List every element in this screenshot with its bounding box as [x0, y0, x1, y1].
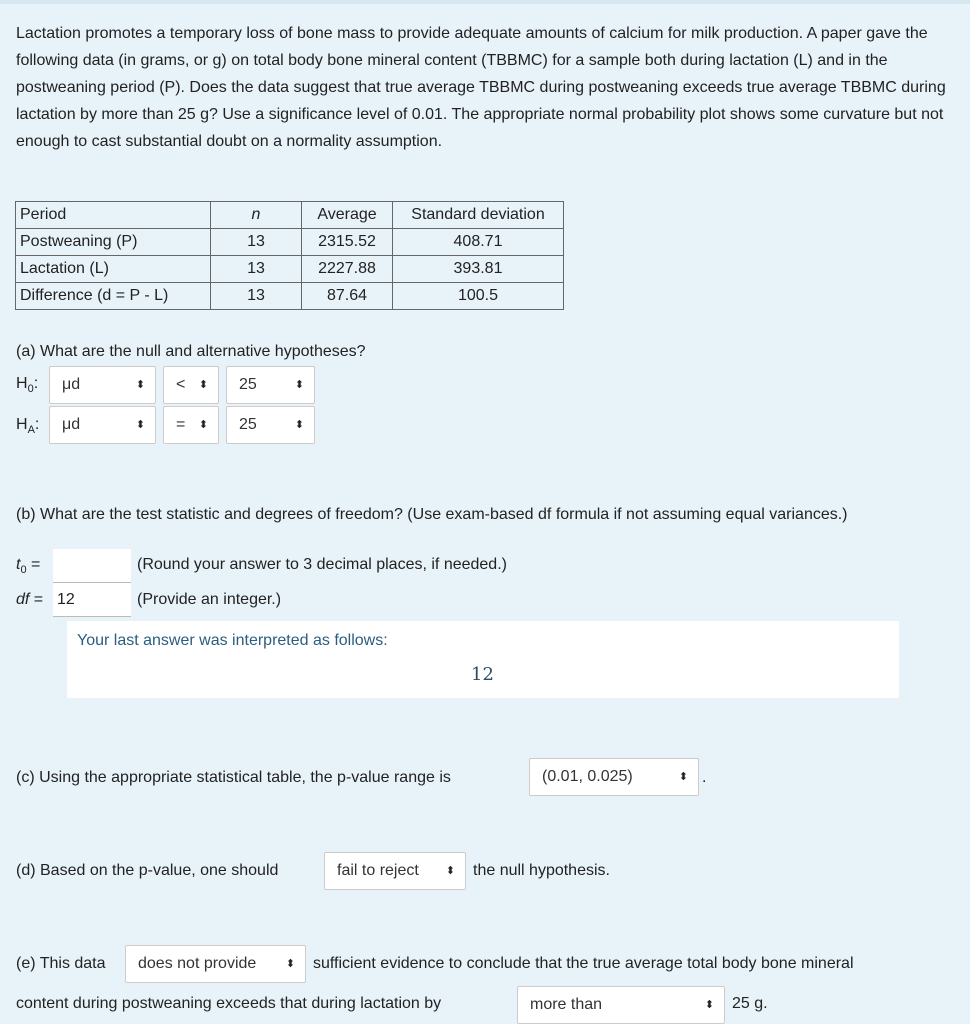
t0-input[interactable]: [53, 549, 131, 583]
ha-parameter-value: μd: [62, 416, 81, 433]
problem-statement: Lactation promotes a temporary loss of bone mass to provide adequate amounts of calcium for milk production. A paper gave the following data (in grams, or g) on total body bone mineral content (TBBMC) for a sample both during lactation (L) and in the postweaning period (P). Does the data suggest that true average TBBMC during postweaning exceeds true average TBBMC during lactation by more than 25 g? Use a significance level of 0.01. The appropriate normal probability plot shows some curvature but not enough to cast substantial doubt on a normality assumption.: [16, 25, 946, 150]
part-d-suffix: the null hypothesis.: [473, 862, 610, 879]
evidence-value: does not provide: [138, 955, 257, 972]
table-cell: 100.5: [393, 283, 564, 310]
select-arrows-icon: ⬍: [198, 378, 208, 391]
decision-select[interactable]: [324, 852, 466, 890]
comparison-select[interactable]: [517, 986, 725, 1024]
ha-value-select[interactable]: [226, 406, 315, 444]
part-e-line2: content during postweaning exceeds that during lactation by: [16, 995, 442, 1012]
table-cell: 2227.88: [302, 256, 393, 283]
df-label: df =: [16, 591, 44, 608]
table-header-row: [16, 202, 564, 229]
ha-value: 25: [239, 416, 257, 433]
table-header: Standard deviation: [393, 202, 564, 229]
answer-feedback-box: [67, 621, 899, 698]
table-cell: 13: [211, 283, 302, 310]
h0-parameter-select[interactable]: [49, 366, 156, 404]
t0-hint: (Round your answer to 3 decimal places, if needed.): [137, 556, 507, 573]
part-e-prefix: (e) This data: [16, 955, 106, 972]
select-arrows-icon: ⬍: [135, 418, 145, 431]
part-e-suffix: 25 g.: [732, 995, 768, 1012]
feedback-value: 12: [471, 664, 494, 685]
ha-operator-select[interactable]: [163, 406, 219, 444]
p-value-range-select[interactable]: [529, 758, 699, 796]
table-cell: Lactation (L): [16, 256, 211, 283]
table-row: [16, 229, 564, 256]
select-arrows-icon: ⬍: [678, 770, 688, 783]
part-a-question: (a) What are the null and alternative hypotheses?: [16, 343, 366, 360]
table-cell: 2315.52: [302, 229, 393, 256]
select-arrows-icon: ⬍: [704, 998, 714, 1011]
table-cell: Difference (d = P - L): [16, 283, 211, 310]
select-arrows-icon: ⬍: [294, 418, 304, 431]
select-arrows-icon: ⬍: [445, 864, 455, 877]
select-arrows-icon: ⬍: [198, 418, 208, 431]
h0-parameter-value: μd: [62, 376, 81, 393]
part-e-middle: sufficient evidence to conclude that the true average total body bone mineral: [313, 955, 854, 972]
h0-operator-value: <: [176, 376, 186, 393]
t0-label: $t_0$ =: [16, 556, 41, 577]
table-cell: 408.71: [393, 229, 564, 256]
table-header: Average: [302, 202, 393, 229]
table-row: [16, 256, 564, 283]
h0-value: 25: [239, 376, 257, 393]
table-cell: Postweaning (P): [16, 229, 211, 256]
feedback-label: Your last answer was interpreted as follows:: [77, 632, 388, 649]
top-divider: [0, 0, 970, 4]
ha-label: $H_A$:: [16, 416, 40, 437]
table-header: n: [211, 202, 302, 229]
decision-value: fail to reject: [337, 862, 419, 879]
select-arrows-icon: ⬍: [294, 378, 304, 391]
select-arrows-icon: ⬍: [135, 378, 145, 391]
p-value-range-value: (0.01, 0.025): [542, 768, 633, 785]
ha-parameter-select[interactable]: [49, 406, 156, 444]
evidence-select[interactable]: [125, 945, 306, 983]
table-cell: 13: [211, 256, 302, 283]
h0-value-select[interactable]: [226, 366, 315, 404]
select-arrows-icon: ⬍: [285, 957, 295, 970]
part-c-period: .: [702, 769, 707, 786]
table-cell: 13: [211, 229, 302, 256]
ha-operator-value: =: [176, 416, 186, 433]
table-cell: 87.64: [302, 283, 393, 310]
table-header: Period: [16, 202, 211, 229]
part-b-question: (b) What are the test statistic and degrees of freedom? (Use exam-based df formula if not assuming equal variances.): [16, 506, 848, 523]
part-d-prefix: (d) Based on the p-value, one should: [16, 862, 279, 879]
part-c-question: (c) Using the appropriate statistical table, the p-value range is: [16, 769, 451, 786]
df-input[interactable]: 12: [53, 583, 131, 617]
table-cell: 393.81: [393, 256, 564, 283]
df-hint: (Provide an integer.): [137, 591, 282, 608]
comparison-value: more than: [530, 996, 603, 1013]
h0-operator-select[interactable]: [163, 366, 219, 404]
h0-label: $H_0$:: [16, 375, 39, 396]
table-row: [16, 283, 564, 310]
data-table: [15, 201, 564, 310]
